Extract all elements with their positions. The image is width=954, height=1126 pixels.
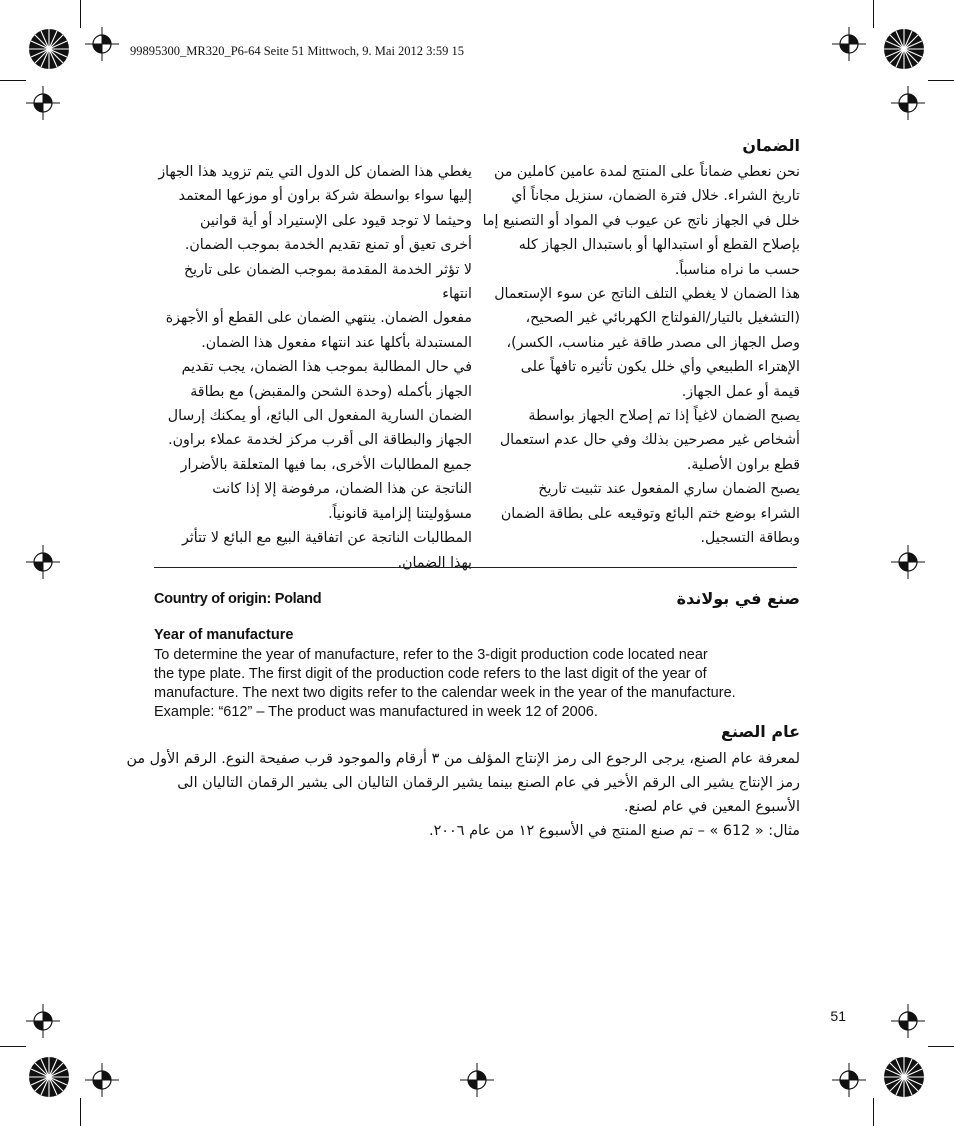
year-of-manufacture-ar-body [126, 747, 800, 843]
starburst-mark-icon [28, 28, 70, 70]
registration-mark-icon [891, 1004, 925, 1038]
starburst-mark-icon [883, 1056, 925, 1098]
warranty-left-column [150, 160, 472, 575]
text-line: بإصلاح القطع أو استبدالها أو باستبدال الجهاز كله [518, 237, 800, 254]
text-line: يصبح الضمان ساري المفعول عند تثبيت تاريخ [538, 481, 800, 498]
registration-mark-icon [832, 27, 866, 61]
registration-mark-icon [26, 1004, 60, 1038]
text-line: بهذا الضمان. [397, 554, 472, 571]
text-line: يغطي هذا الضمان كل الدول التي يتم تزويد هذا الجهاز [158, 164, 472, 180]
print-slug: 99895300_MR320_P6-64 Seite 51 Mittwoch, 9. Mai 2012 3:59 15 [130, 44, 465, 58]
registration-mark-icon [26, 545, 60, 579]
text-line: manufacture. The next two digits refer to the calendar week in the year of the manufacture. [154, 685, 736, 701]
crop-line [928, 80, 954, 81]
crop-line [80, 0, 81, 28]
text-line: قيمة أو عمل الجهاز. [681, 383, 800, 400]
text-line: لا تؤثر الخدمة المقدمة بموجب الضمان على تاريخ انتهاء [184, 261, 472, 303]
text-line: To determine the year of manufacture, refer to the 3-digit production code located near [154, 647, 708, 663]
text-line: مثال: « 612 » – تم صنع المنتج في الأسبوع ١٢ من عام ٢٠٠٦. [429, 823, 800, 839]
text-line: رمز الإنتاج يشير الى الرقم الأخير في عام الصنع بينما يشير الرقمان التاليان الى يشير الرقمان التاليان الى [177, 775, 800, 791]
text-line: جميع المطالبات الأخرى، بما فيها المتعلقة بالأضرار [180, 456, 472, 473]
text-line: مفعول الضمان. ينتهي الضمان على القطع أو الأجهزة [165, 310, 472, 327]
text-line: الضمان السارية المفعول الى البائع، أو يمكنك إرسال [167, 408, 472, 425]
registration-mark-icon [85, 1063, 119, 1097]
crop-line [873, 1098, 874, 1126]
year-of-manufacture-body [154, 646, 736, 722]
registration-mark-icon [26, 86, 60, 120]
crop-line [928, 1046, 954, 1047]
warranty-title: الضمان [742, 136, 800, 155]
starburst-mark-icon [28, 1056, 70, 1098]
registration-mark-icon [85, 27, 119, 61]
text-line: الناتجة عن هذا الضمان، مرفوضة إلا إذا كانت [212, 481, 472, 498]
text-line: الإهتراء الطبيعي وأي خلل يكون تأثيره تافهاً على [520, 359, 800, 376]
text-line: أشخاص غير مصرحين بذلك وفي حال عدم استعمال [499, 432, 800, 449]
text-line: نحن نعطي ضماناً على المنتج لمدة عامين كاملين من [494, 164, 800, 180]
text-line: حسب ما نراه مناسباً. [674, 261, 800, 278]
section-divider [154, 567, 797, 568]
text-line: أخرى تعيق أو تمنع تقديم الخدمة بموجب الضمان. [184, 237, 472, 254]
crop-line [0, 80, 26, 81]
text-line: وصل الجهاز الى مصدر طاقة غير مناسب، الكسر)، [506, 334, 800, 351]
text-line: Example: “612” – The product was manufactured in week 12 of 2006. [154, 704, 598, 720]
text-line: قطع براون الأصلية. [686, 456, 800, 473]
warranty-right-column [480, 160, 800, 551]
text-line: يصبح الضمان لاغياً إذا تم إصلاح الجهاز بواسطة [528, 408, 800, 425]
country-of-origin-en: Country of origin: Poland [154, 591, 322, 607]
registration-mark-icon [460, 1063, 494, 1097]
text-line: لمعرفة عام الصنع، يرجى الرجوع الى رمز الإنتاج المؤلف من ٣ أرقام والموجود قرب صفيحة النوع. الرقم الأول من [126, 751, 800, 767]
year-of-manufacture-ar-title: عام الصنع [721, 722, 800, 741]
registration-mark-icon [832, 1063, 866, 1097]
text-line: المستبدلة بأكلها عند انتهاء مفعول هذا الضمان. [201, 334, 472, 351]
page-number: 51 [830, 1008, 846, 1024]
text-line: تاريخ الشراء. خلال فترة الضمان، سنزيل مجاناً أي [511, 188, 800, 205]
crop-line [0, 1046, 26, 1047]
country-of-origin-ar: صنع في بولاندة [676, 589, 800, 608]
text-line: وحيثما لا توجد قيود على الإستيراد أو أية قوانين [199, 212, 472, 229]
text-line: خلل في الجهاز ناتج عن عيوب في المواد أو التصنيع إما [482, 212, 800, 229]
text-line: الجهاز بأكمله (وحدة الشحن والمقبض) مع بطاقة [190, 383, 472, 400]
text-line: المطالبات الناتجة عن اتفاقية البيع مع البائع لا تتأثر [181, 530, 472, 547]
starburst-mark-icon [883, 28, 925, 70]
text-line: الشراء بوضع ختم البائع وتوقيعه على بطاقة الضمان [500, 505, 800, 522]
text-line: في حال المطالبة بموجب هذا الضمان، يجب تقديم [181, 359, 472, 376]
text-line: الأسبوع المعين في عام لصنع. [623, 799, 800, 815]
registration-mark-icon [891, 545, 925, 579]
text-line: مسؤوليتنا إلزامية قانونياً. [328, 505, 472, 522]
text-line: إليها سواء بواسطة شركة براون أو موزعها المعتمد [178, 188, 472, 205]
crop-line [80, 1098, 81, 1126]
crop-line [873, 0, 874, 28]
text-line: هذا الضمان لا يغطي التلف الناتج عن سوء الإستعمال [494, 286, 800, 303]
registration-mark-icon [891, 86, 925, 120]
text-line: وبطاقة التسجيل. [700, 530, 800, 547]
text-line: الجهاز والبطاقة الى أقرب مركز لخدمة عملاء براون. [168, 432, 472, 449]
text-line: the type plate. The first digit of the production code refers to the last digit of the year of [154, 666, 707, 682]
year-of-manufacture-title: Year of manufacture [154, 627, 294, 643]
text-line: (التشغيل بالتيار/الفولتاج الكهربائي غير الصحيح، [525, 310, 800, 327]
